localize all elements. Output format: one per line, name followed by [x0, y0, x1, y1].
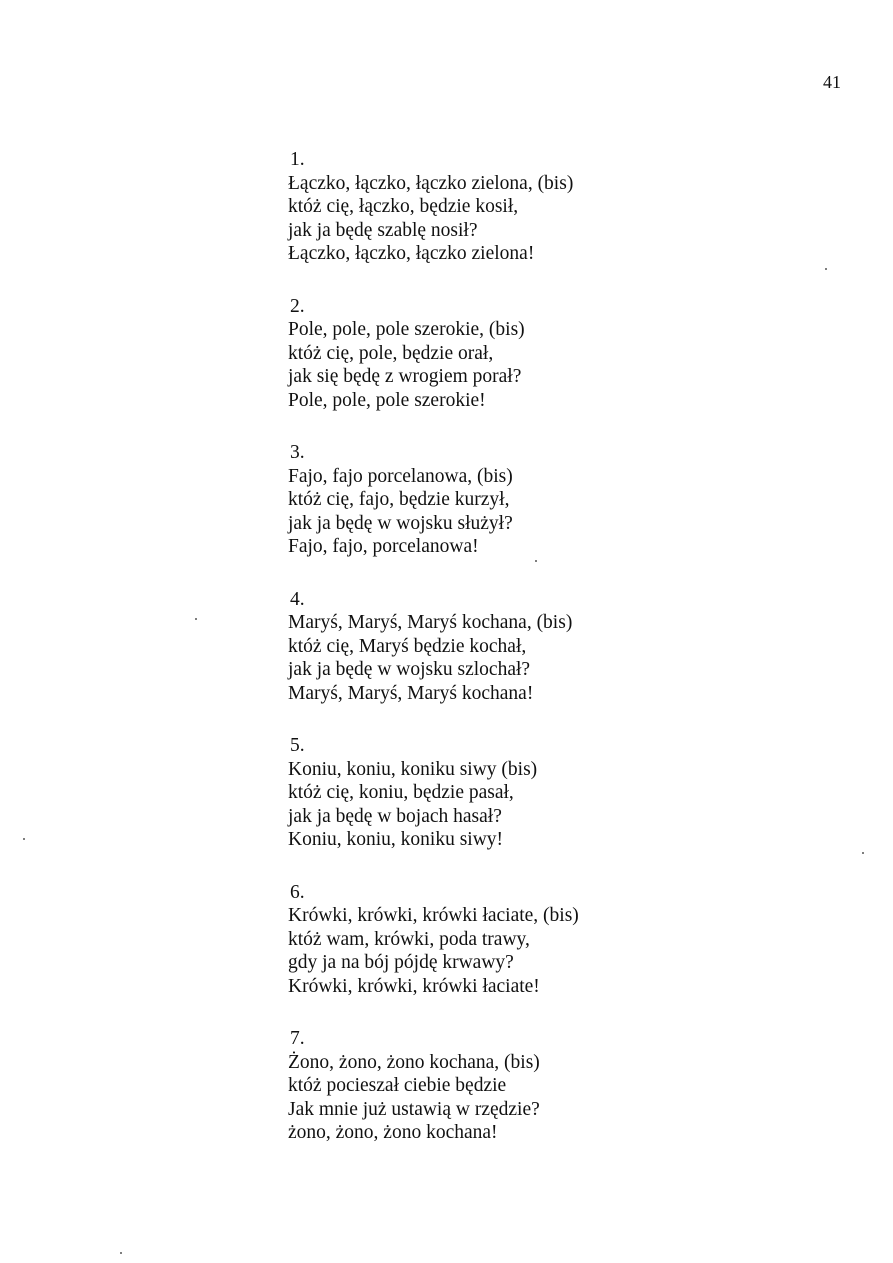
verse-line: Pole, pole, pole szerokie, (bis)	[288, 319, 525, 340]
verse-number: 6.	[290, 881, 305, 903]
scan-speck	[195, 618, 197, 620]
verse-line: któż pocieszał ciebie będzie	[288, 1075, 507, 1096]
verse-line: Maryś, Maryś, Maryś kochana!	[288, 682, 534, 704]
verse-line: Łączko, łączko, łączko zielona!	[288, 243, 535, 264]
verse-2	[288, 295, 748, 413]
verse-5	[288, 734, 748, 852]
verse-line: jak się będę z wrogiem porał?	[288, 366, 522, 387]
verse-line: Krówki, krówki, krówki łaciate, (bis)	[288, 905, 579, 926]
verse-line: jak ja będę w bojach hasał?	[288, 805, 502, 827]
verse-line: któż cię, koniu, będzie pasał,	[288, 782, 514, 803]
verse-line: Koniu, koniu, koniku siwy (bis)	[288, 758, 538, 780]
verse-number: 3.	[290, 442, 305, 463]
scan-speck	[120, 1252, 122, 1254]
verse-line: gdy ja na bój pójdę krwawy?	[288, 952, 514, 973]
scan-speck	[825, 268, 827, 270]
verse-7	[288, 1027, 748, 1145]
verse-1	[288, 148, 748, 266]
verse-number: 5.	[290, 735, 305, 756]
scan-speck	[862, 852, 864, 854]
verse-line: jak ja będę szablę nosił?	[288, 219, 478, 241]
verse-4	[288, 588, 748, 706]
verse-number: 1.	[290, 149, 305, 170]
scan-speck	[535, 560, 537, 562]
verse-number: 4.	[290, 588, 305, 610]
verse-line: któż cię, Maryś będzie kochał,	[288, 635, 527, 657]
verse-line: żono, żono, żono kochana!	[288, 1122, 498, 1143]
page-number: 41	[823, 72, 841, 92]
verse-6	[288, 881, 748, 999]
verse-number: 7.	[290, 1028, 305, 1049]
verse-line: Krówki, krówki, krówki łaciate!	[288, 975, 540, 997]
verse-line: któż cię, łączko, będzie kosił,	[288, 196, 519, 217]
verse-3	[288, 441, 748, 559]
verse-line: któż wam, krówki, poda trawy,	[288, 928, 530, 950]
verse-line: Pole, pole, pole szerokie!	[288, 389, 486, 411]
verse-line: Fajo, fajo porcelanowa, (bis)	[288, 465, 513, 487]
scan-speck	[23, 838, 25, 840]
verse-line: Koniu, koniu, koniku siwy!	[288, 829, 504, 850]
verse-line: Maryś, Maryś, Maryś kochana, (bis)	[288, 612, 573, 633]
verse-number: 2.	[290, 295, 305, 317]
verse-line: Jak mnie już ustawią w rzędzie?	[288, 1098, 540, 1120]
verse-line: Żono, żono, żono kochana, (bis)	[288, 1051, 540, 1073]
verse-line: któż cię, fajo, będzie kurzył,	[288, 489, 510, 510]
verse-line: Fajo, fajo, porcelanowa!	[288, 536, 479, 557]
verse-line: któż cię, pole, będzie orał,	[288, 342, 494, 364]
verse-line: Łączko, łączko, łączko zielona, (bis)	[288, 172, 574, 194]
song-text	[288, 148, 748, 1174]
verse-line: jak ja będę w wojsku szlochał?	[288, 659, 531, 680]
verse-line: jak ja będę w wojsku służył?	[288, 512, 513, 534]
